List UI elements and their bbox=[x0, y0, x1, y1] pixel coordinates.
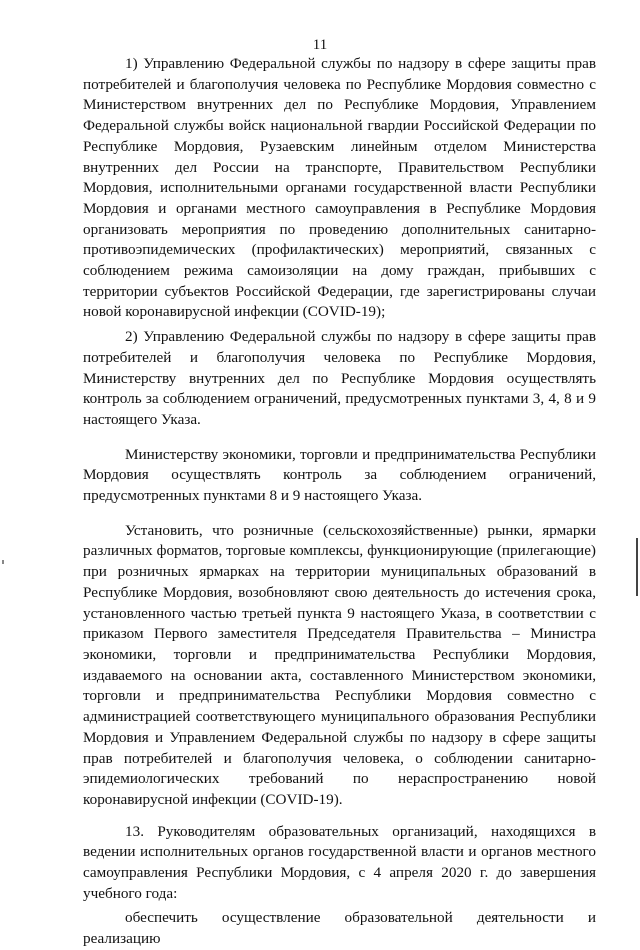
scan-edge-mark bbox=[636, 538, 638, 596]
document-body bbox=[83, 54, 596, 950]
paragraph-2: 2) Управлению Федеральной службы по надзору в сфере защиты прав потребителей и благополучия человека по Республике Мордовия, Министерству внутренних дел по Республике Мордовия осуществлять контроль за соблюдением ограничений, предусмотренных пунктами 3, 4, 8 и 9 настоящего Указа. bbox=[83, 328, 596, 428]
paragraph-4: Установить, что розничные (сельскохозяйственные) рынки, ярмарки различных форматов, торговые комплексы, функционирующие (прилегающие) при розничных ярмарках на территории муниципальных образований в Республике Мордовия, возобновляют свою деятельность до истечения срока, установленного частью третьей пункта 9 настоящего Указа, в соответствии с приказом Первого заместителя Председателя Правительства – Министра экономики, торговли и предпринимательства Республики Мордовия, издаваемого на основании акта, составленного Министерством экономики, торговли и предпринимательства Республики Мордовия совместно с администрацией соответствующего муниципального образования Республики Мордовия и Управлением Федеральной службы по надзору в сфере защиты прав потребителей и благополучия человека, о соблюдении санитарно-эпидемиологических требований по нераспространению новой коронавирусной инфекции (COVID-19). bbox=[83, 521, 596, 808]
scan-margin-dot bbox=[2, 560, 4, 564]
paragraph-5: 13. Руководителям образовательных организаций, находящихся в ведении исполнительных органов государственной власти и органов местного самоуправления Республики Мордовия, с 4 апреля 2020 г. до завершения учебного года: bbox=[83, 822, 596, 902]
page-number: 11 bbox=[312, 37, 328, 53]
paragraph-3: Министерству экономики, торговли и предпринимательства Республики Мордовия осуществлять контроль за соблюдением ограничений, предусмотренных пунктами 8 и 9 настоящего Указа. bbox=[83, 445, 596, 505]
paragraph-1: 1) Управлению Федеральной службы по надзору в сфере защиты прав потребителей и благополучия человека по Республике Мордовия совместно с Министерством внутренних дел по Республике Мордовия, Управлением Федеральной службы войск национальной гвардии Российской Федерации по Республике Мордовия, Рузаевским линейным отделом Министерства внутренних дел России на транспорте, Правительством Республики Мордовия, исполнительными органами государственной власти Республики Мордовия и органами местного самоуправления в Республике Мордовия организовать мероприятия по проведению дополнительных санитарно-противоэпидемических (профилактических) мероприятий, связанных с соблюдением режима самоизоляции на дому граждан, прибывших с территории субъектов Российской Федерации, где зарегистрированы случаи новой коронавирусной инфекции (COVID-19); bbox=[83, 55, 596, 321]
paragraph-6: обеспечить осуществление образовательной деятельности и реализацию bbox=[83, 909, 596, 948]
